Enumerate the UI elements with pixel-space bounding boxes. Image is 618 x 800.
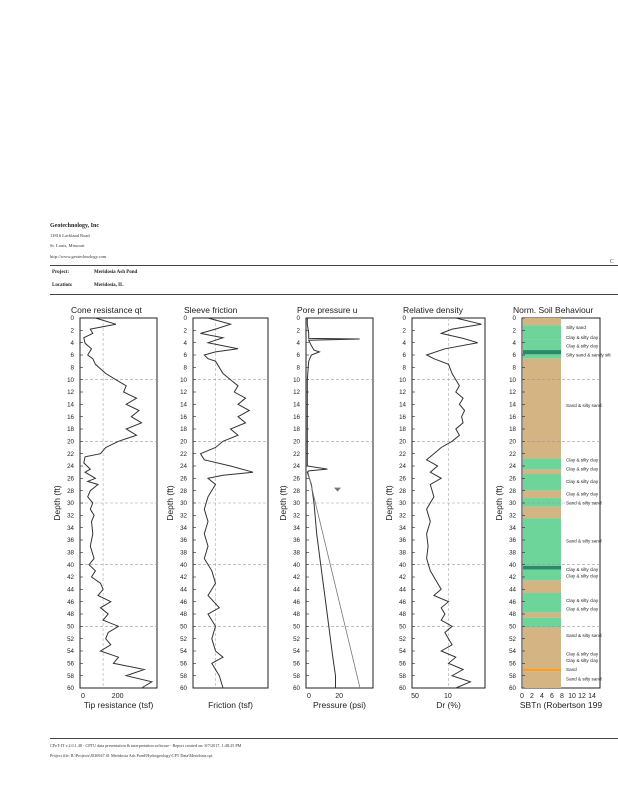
depth-tick-label: 24 [399, 463, 406, 471]
sbt-label: Clay & silty clay [566, 606, 599, 612]
depth-tick-label: 48 [180, 611, 187, 619]
depth-tick-label: 40 [67, 561, 74, 569]
sbt-band [523, 459, 561, 470]
depth-tick-label: 54 [180, 648, 187, 656]
sbt-label: Clay & silty clay [566, 651, 599, 657]
plot-panel [52, 305, 157, 710]
depth-tick-label: 2 [296, 327, 300, 335]
depth-tick-label: 54 [67, 648, 74, 656]
depth-tick-label: 34 [293, 524, 300, 532]
depth-tick-label: 34 [509, 524, 516, 532]
depth-axis-label: Depth (ft) [52, 485, 62, 521]
depth-tick-label: 16 [67, 413, 74, 421]
depth-tick-label: 4 [70, 339, 74, 347]
depth-tick-label: 6 [512, 352, 516, 360]
depth-tick-label: 30 [180, 500, 187, 508]
depth-tick-label: 48 [399, 611, 406, 619]
depth-tick-label: 52 [180, 635, 187, 643]
sbt-band [523, 570, 561, 581]
depth-tick-label: 40 [180, 561, 187, 569]
depth-tick-label: 28 [67, 487, 74, 495]
x-tick-label: 0 [307, 693, 311, 700]
depth-tick-label: 42 [509, 574, 516, 582]
depth-tick-label: 60 [293, 685, 300, 693]
depth-tick-label: 50 [67, 623, 74, 631]
depth-tick-label: 4 [183, 339, 187, 347]
depth-tick-label: 32 [399, 512, 406, 520]
depth-tick-label: 18 [399, 426, 406, 434]
depth-tick-label: 8 [70, 364, 74, 372]
depth-axis-label: Depth (ft) [278, 485, 288, 521]
depth-tick-label: 60 [180, 685, 187, 693]
depth-tick-label: 42 [180, 574, 187, 582]
sbt-label: Clay & silty clay [566, 567, 599, 573]
sbt-label: Clay & silty clay [566, 573, 599, 579]
depth-tick-label: 6 [296, 352, 300, 360]
sbt-band [523, 566, 561, 570]
depth-tick-label: 2 [512, 327, 516, 335]
x-tick-label: 50 [411, 693, 419, 700]
x-tick-label: 8 [560, 693, 564, 700]
x-tick-label: 10 [568, 693, 576, 700]
depth-tick-label: 50 [399, 623, 406, 631]
x-axis-label: Tip resistance (tsf) [83, 700, 154, 710]
depth-tick-label: 12 [180, 389, 187, 397]
depth-tick-label: 26 [180, 475, 187, 483]
depth-tick-label: 28 [509, 487, 516, 495]
depth-tick-label: 32 [180, 512, 187, 520]
depth-tick-label: 14 [399, 401, 406, 409]
depth-tick-label: 56 [180, 660, 187, 668]
depth-tick-label: 46 [293, 598, 300, 606]
sbt-label: Clay & silty clay [566, 478, 599, 484]
plot-panel [278, 305, 373, 710]
depth-tick-label: 46 [399, 598, 406, 606]
sbt-label: Clay & silty clay [566, 657, 599, 663]
depth-tick-label: 20 [67, 438, 74, 446]
sbt-label: Silty sand [566, 324, 586, 330]
depth-tick-label: 16 [399, 413, 406, 421]
depth-tick-label: 14 [293, 401, 300, 409]
company-name: Geotechnology, Inc [50, 223, 99, 229]
company-address-line2: St. Louis, Missouri [50, 243, 85, 248]
sbt-label: Sand [566, 667, 577, 672]
depth-tick-label: 48 [509, 611, 516, 619]
x-tick-label: 4 [540, 693, 544, 700]
depth-tick-label: 10 [509, 376, 516, 384]
project-value: Meridosia Ash Pond [94, 270, 138, 275]
sbt-band [523, 359, 561, 459]
depth-tick-label: 24 [293, 463, 300, 471]
depth-tick-label: 60 [399, 685, 406, 693]
location-label: Location: [52, 283, 73, 288]
depth-tick-label: 16 [293, 413, 300, 421]
depth-tick-label: 36 [67, 537, 74, 545]
depth-tick-label: 2 [70, 327, 74, 335]
depth-tick-label: 34 [180, 524, 187, 532]
depth-tick-label: 14 [509, 401, 516, 409]
sbt-band [523, 671, 561, 688]
sbt-band [523, 498, 561, 507]
sbt-label: Clay & silty clay [566, 466, 599, 472]
depth-tick-label: 8 [402, 364, 406, 372]
company-website: http://www.geotechnology.com [50, 254, 107, 259]
depth-tick-label: 40 [509, 561, 516, 569]
sbt-band [523, 491, 561, 498]
depth-tick-label: 38 [293, 549, 300, 557]
depth-tick-label: 54 [509, 648, 516, 656]
x-tick-label: 0 [520, 693, 524, 700]
depth-tick-label: 52 [67, 635, 74, 643]
depth-tick-label: 10 [399, 376, 406, 384]
depth-tick-label: 60 [67, 685, 74, 693]
depth-tick-label: 26 [509, 475, 516, 483]
sbt-label: Sand & silty sand [566, 676, 602, 682]
depth-tick-label: 8 [183, 364, 187, 372]
sbt-label: Sand & silty sand [566, 633, 602, 639]
sbt-label: Sand & silty sand [566, 500, 602, 506]
depth-tick-label: 10 [180, 376, 187, 384]
depth-tick-label: 18 [180, 426, 187, 434]
sbt-label: Sand & silty sand [566, 403, 602, 409]
depth-tick-label: 52 [399, 635, 406, 643]
depth-tick-label: 54 [293, 648, 300, 656]
depth-tick-label: 2 [402, 327, 406, 335]
depth-tick-label: 58 [67, 672, 74, 680]
depth-tick-label: 8 [512, 364, 516, 372]
depth-tick-label: 0 [183, 315, 187, 323]
depth-tick-label: 36 [399, 537, 406, 545]
sbt-band [523, 325, 561, 339]
depth-tick-label: 20 [509, 438, 516, 446]
panel-title: Norm. Soil Behaviour [513, 305, 594, 315]
depth-tick-label: 56 [399, 660, 406, 668]
sbt-band [523, 318, 561, 325]
company-address-line1: 11816 Lackland Road [50, 233, 90, 238]
sbt-label: Silty sand & sandy silt [566, 352, 611, 358]
footer-software-line: CPeT-IT v.2.0.1.48 - CPTU data presentation & interpretation software - Report created on: 8/7/2017, 1:48:25 PM [50, 743, 242, 748]
sbt-label: Clay & silty clay [566, 335, 599, 341]
footer-divider [50, 738, 618, 739]
depth-tick-label: 26 [67, 475, 74, 483]
sbt-band [523, 507, 561, 519]
depth-tick-label: 52 [293, 635, 300, 643]
depth-tick-label: 42 [293, 574, 300, 582]
sbt-band [523, 518, 561, 565]
depth-axis-label: Depth (ft) [384, 485, 394, 521]
depth-tick-label: 28 [180, 487, 187, 495]
x-axis-label: Friction (tsf) [208, 700, 253, 710]
depth-tick-label: 0 [512, 315, 516, 323]
depth-tick-label: 10 [67, 376, 74, 384]
depth-tick-label: 2 [183, 327, 187, 335]
sbt-band [523, 593, 561, 613]
x-tick-label: 0 [81, 693, 85, 700]
panel-title: Cone resistance qt [71, 305, 142, 315]
x-tick-label: 14 [588, 693, 596, 700]
depth-tick-label: 32 [67, 512, 74, 520]
depth-tick-label: 50 [180, 623, 187, 631]
depth-tick-label: 44 [509, 586, 516, 594]
depth-tick-label: 50 [509, 623, 516, 631]
depth-tick-label: 32 [509, 512, 516, 520]
sbt-band [523, 628, 561, 669]
depth-tick-label: 30 [509, 500, 516, 508]
depth-tick-label: 18 [67, 426, 74, 434]
depth-tick-label: 16 [509, 413, 516, 421]
depth-tick-label: 28 [293, 487, 300, 495]
x-tick-label: 20 [335, 693, 344, 700]
plot-panel [494, 305, 611, 710]
project-label: Project: [52, 270, 70, 275]
depth-tick-label: 6 [70, 352, 74, 360]
depth-tick-label: 44 [67, 586, 74, 594]
depth-tick-label: 20 [180, 438, 187, 446]
sbt-label: Clay & silty clay [566, 343, 599, 349]
depth-tick-label: 8 [296, 364, 300, 372]
depth-tick-label: 58 [293, 672, 300, 680]
panel-title: Sleeve friction [184, 305, 238, 315]
sbt-band [523, 350, 561, 354]
depth-tick-label: 58 [180, 672, 187, 680]
depth-tick-label: 34 [67, 524, 74, 532]
depth-tick-label: 54 [399, 648, 406, 656]
depth-tick-label: 12 [293, 389, 300, 397]
depth-tick-label: 52 [509, 635, 516, 643]
depth-tick-label: 38 [399, 549, 406, 557]
depth-tick-label: 10 [293, 376, 300, 384]
footer-file-line: Project file: R:\Projects\J026947.01 Meridosia Ash Pond\Hydrogeology\CPT Data\Meridosia.cpt [50, 753, 213, 758]
depth-tick-label: 56 [509, 660, 516, 668]
depth-tick-label: 40 [399, 561, 406, 569]
x-tick-label: 200 [111, 693, 124, 700]
sbt-band [523, 354, 561, 358]
depth-tick-label: 20 [293, 438, 300, 446]
depth-tick-label: 12 [399, 389, 406, 397]
truncated-header-text: C [610, 259, 615, 265]
depth-tick-label: 18 [293, 426, 300, 434]
depth-tick-label: 14 [180, 401, 187, 409]
depth-tick-label: 36 [509, 537, 516, 545]
depth-tick-label: 0 [296, 315, 300, 323]
depth-tick-label: 30 [67, 500, 74, 508]
depth-tick-label: 38 [180, 549, 187, 557]
depth-tick-label: 22 [180, 450, 187, 458]
sbt-band [523, 474, 561, 491]
depth-tick-label: 22 [399, 450, 406, 458]
plot-panel [165, 305, 268, 710]
sbt-label: Clay & silty clay [566, 457, 599, 463]
depth-tick-label: 14 [67, 401, 74, 409]
depth-tick-label: 44 [399, 586, 406, 594]
plot-panel [384, 305, 485, 710]
depth-tick-label: 22 [509, 450, 516, 458]
depth-axis-label: Depth (ft) [165, 485, 175, 521]
depth-tick-label: 46 [509, 598, 516, 606]
panel-title: Relative density [403, 305, 464, 315]
x-tick-label: 6 [550, 693, 554, 700]
depth-tick-label: 38 [67, 549, 74, 557]
sbt-band [523, 613, 561, 618]
depth-tick-label: 48 [293, 611, 300, 619]
depth-tick-label: 4 [512, 339, 516, 347]
depth-tick-label: 36 [180, 537, 187, 545]
location-value: Meridosia, IL [94, 283, 124, 288]
x-tick-label: 10 [443, 693, 452, 700]
depth-tick-label: 24 [67, 463, 74, 471]
depth-tick-label: 24 [180, 463, 187, 471]
depth-tick-label: 46 [180, 598, 187, 606]
depth-tick-label: 42 [399, 574, 406, 582]
depth-tick-label: 6 [183, 352, 187, 360]
depth-tick-label: 58 [399, 672, 406, 680]
x-axis-label: Pressure (psi) [313, 700, 366, 710]
depth-tick-label: 26 [399, 475, 406, 483]
sbt-band [523, 668, 561, 671]
depth-tick-label: 4 [296, 339, 300, 347]
depth-tick-label: 26 [293, 475, 300, 483]
depth-tick-label: 16 [180, 413, 187, 421]
depth-tick-label: 30 [399, 500, 406, 508]
depth-tick-label: 20 [399, 438, 406, 446]
depth-tick-label: 0 [402, 315, 406, 323]
depth-tick-label: 56 [293, 660, 300, 668]
depth-tick-label: 12 [509, 389, 516, 397]
depth-tick-label: 6 [402, 352, 406, 360]
depth-tick-label: 44 [293, 586, 300, 594]
depth-tick-label: 58 [509, 672, 516, 680]
depth-tick-label: 22 [293, 450, 300, 458]
depth-tick-label: 60 [509, 685, 516, 693]
sbt-label: Sand & silty sand [566, 538, 602, 544]
depth-tick-label: 56 [67, 660, 74, 668]
depth-tick-label: 46 [67, 598, 74, 606]
depth-tick-label: 30 [293, 500, 300, 508]
depth-tick-label: 48 [67, 611, 74, 619]
depth-tick-label: 12 [67, 389, 74, 397]
depth-tick-label: 34 [399, 524, 406, 532]
x-axis-label: Dr (%) [436, 700, 461, 710]
depth-axis-label: Depth (ft) [494, 485, 504, 521]
x-axis-label: SBTn (Robertson 199 [519, 700, 603, 710]
depth-tick-label: 18 [509, 426, 516, 434]
sbt-band [523, 470, 561, 474]
panel-title: Pore pressure u [297, 305, 358, 315]
sbt-label: Clay & silty clay [566, 597, 599, 603]
depth-tick-label: 32 [293, 512, 300, 520]
depth-tick-label: 42 [67, 574, 74, 582]
depth-tick-label: 28 [399, 487, 406, 495]
x-tick-label: 2 [530, 693, 534, 700]
depth-tick-label: 50 [293, 623, 300, 631]
depth-tick-label: 24 [509, 463, 516, 471]
depth-tick-label: 40 [293, 561, 300, 569]
depth-tick-label: 38 [509, 549, 516, 557]
sbt-label: Clay & silty clay [566, 491, 599, 497]
depth-tick-label: 22 [67, 450, 74, 458]
x-tick-label: 12 [578, 693, 586, 700]
depth-tick-label: 4 [402, 339, 406, 347]
sbt-band [523, 340, 561, 350]
depth-tick-label: 44 [180, 586, 187, 594]
depth-tick-label: 0 [70, 315, 74, 323]
sbt-band [523, 581, 561, 593]
depth-tick-label: 36 [293, 537, 300, 545]
